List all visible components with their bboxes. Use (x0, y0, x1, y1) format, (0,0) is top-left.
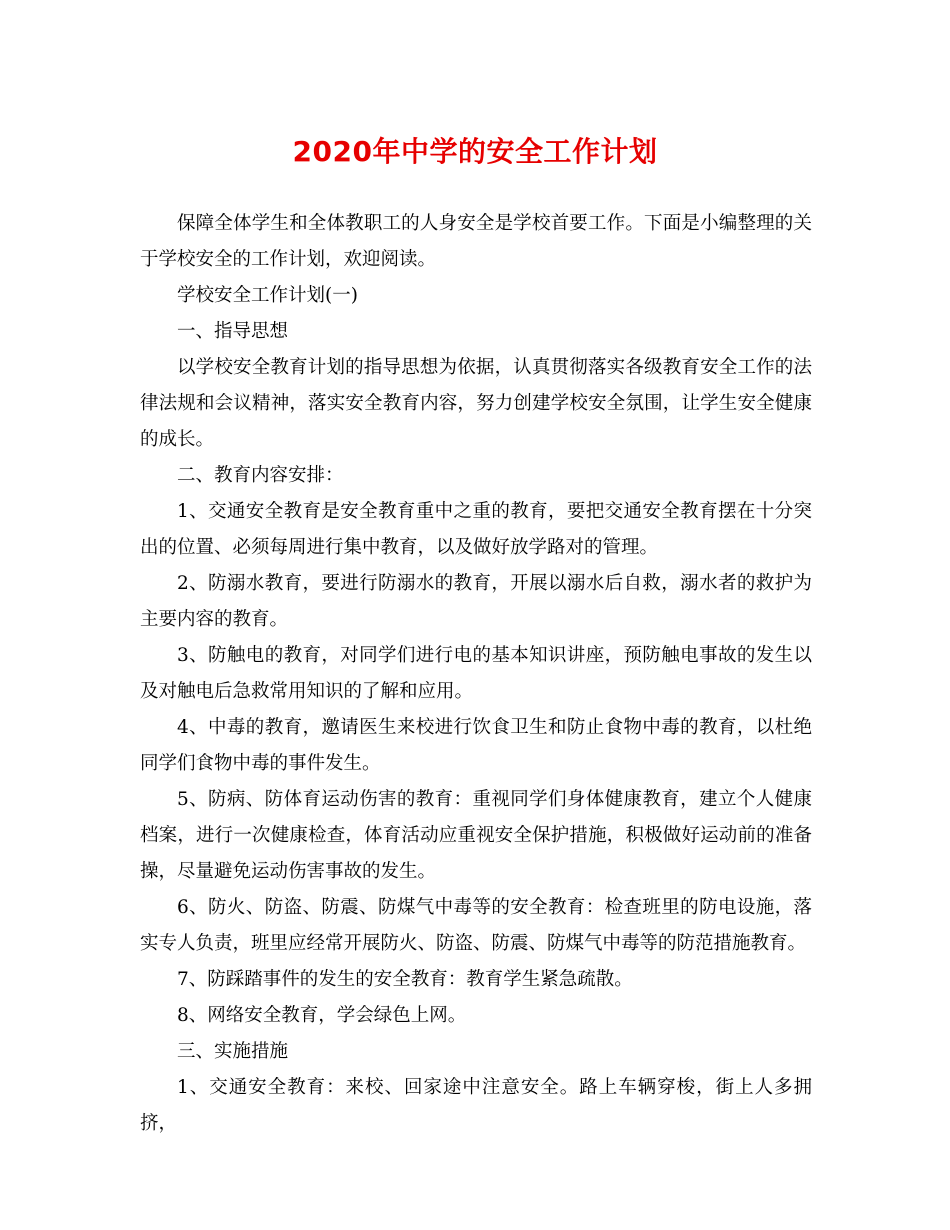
document-body (140, 206, 812, 1142)
section-heading-measures: 三、实施措施 (177, 1041, 289, 1062)
section-heading-education-content: 二、教育内容安排： (177, 465, 344, 486)
list-item-fire-theft-earthquake: 6、防火、防盗、防震、防煤气中毒等的安全教育：检查班里的防电设施，落实专人负责，班里应经常开展防火、防盗、防震、防煤气中毒等的防范措施教育。 (140, 897, 812, 954)
section-heading-guiding-ideology: 一、指导思想 (177, 321, 289, 342)
list-item-electric-shock-prevention: 3、防触电的教育，对同学们进行电的基本知识讲座，预防触电事故的发生以及对触电后急救常用知识的了解和应用。 (140, 645, 812, 702)
list-item-drowning-prevention: 2、防溺水教育，要进行防溺水的教育，开展以溺水后自救，溺水者的救护为主要内容的教育。 (140, 573, 812, 630)
list-item-stampede-prevention: 7、防踩踏事件的发生的安全教育：教育学生紧急疏散。 (177, 969, 633, 990)
list-item-traffic-measures: 1、交通安全教育：来校、回家途中注意安全。路上车辆穿梭，街上人多拥挤， (140, 1077, 812, 1134)
list-item-disease-sports-injury: 5、防病、防体育运动伤害的教育：重视同学们身体健康教育，建立个人健康档案，进行一次健康检查，体育活动应重视安全保护措施，积极做好运动前的准备操，尽量避免运动伤害事故的发生。 (140, 789, 812, 882)
list-item-poisoning-prevention: 4、中毒的教育，邀请医生来校进行饮食卫生和防止食物中毒的教育，以杜绝同学们食物中毒的事件发生。 (140, 717, 812, 774)
intro-paragraph: 保障全体学生和全体教职工的人身安全是学校首要工作。下面是小编整理的关于学校安全的工作计划，欢迎阅读。 (140, 213, 812, 270)
list-item-traffic-safety: 1、交通安全教育是安全教育重中之重的教育，要把交通安全教育摆在十分突出的位置、必须每周进行集中教育，以及做好放学路对的管理。 (140, 501, 812, 558)
list-item-network-safety: 8、网络安全教育，学会绿色上网。 (177, 1005, 467, 1026)
body-paragraph: 以学校安全教育计划的指导思想为依据，认真贯彻落实各级教育安全工作的法律法规和会议精神，落实安全教育内容，努力创建学校安全氛围，让学生安全健康的成长。 (140, 357, 812, 450)
section-heading-plan-1: 学校安全工作计划(一) (177, 285, 358, 306)
document-title: 2020年中学的安全工作计划 (292, 135, 658, 168)
